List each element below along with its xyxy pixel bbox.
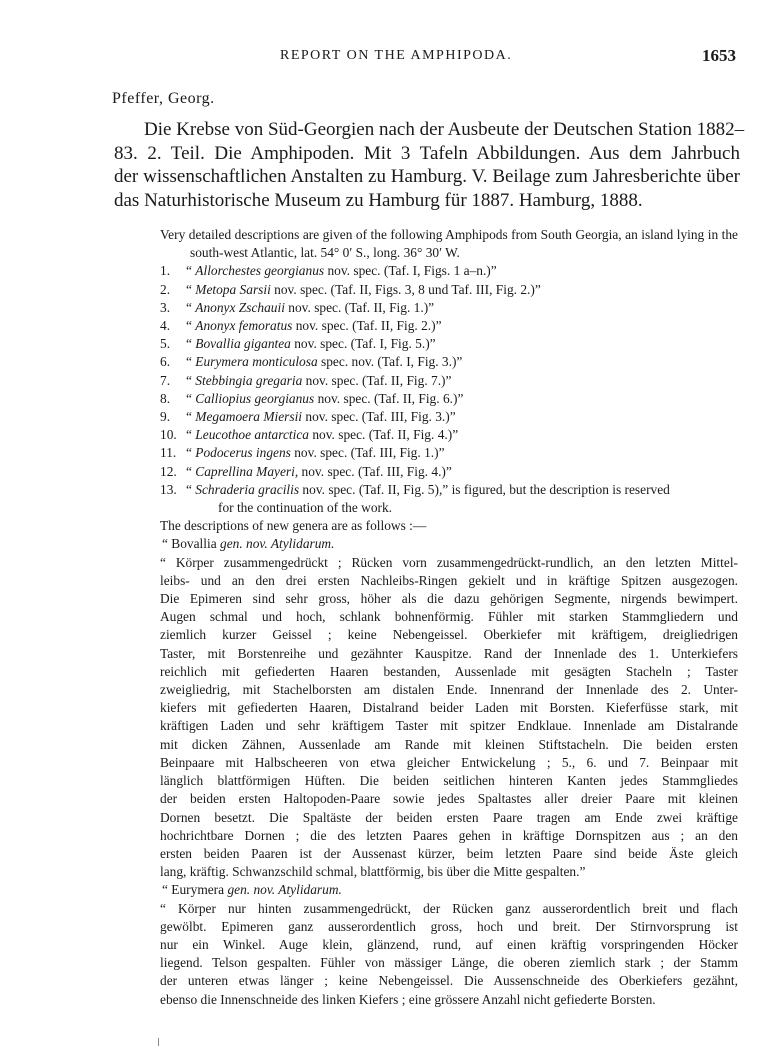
species-item: 13. “ Schraderia gracilis nov. spec. (Taf. II, Fig. 5),” is figured, but the description is reserved for the continuation of the work. <box>160 481 738 517</box>
species-item: 7. “ Stebbingia gregaria nov. spec. (Taf. II, Fig. 7.)” <box>160 372 738 390</box>
species-reference: spec. nov. (Taf. I, Fig. 3.)” <box>317 354 463 370</box>
species-number: 11. <box>160 445 177 461</box>
description-line: mit dicken Zähnen, Aussenlade am Rande mit kleinen Stiftstacheln. Die beiden ersten <box>160 736 738 752</box>
species-name: Metopa Sarsii <box>195 281 271 297</box>
description-line: länglich blattförmigen Hüften. Die beiden seitlichen hinteren Kanten jedes Stammgliedes <box>160 773 738 789</box>
bibliographic-citation <box>114 118 745 212</box>
species-reference: nov. spec. (Taf. II, Fig. 1.)” <box>284 299 435 315</box>
species-name: Anonyx Zschauii <box>195 299 285 315</box>
description-line: Beinpaare mit Halbscheeren von etwa gleicher Entwickelung ; 5., 6. und 7. Beinpaar mit <box>160 754 738 770</box>
species-name: Podocerus ingens <box>195 445 291 461</box>
species-item: 10. “ Leucothoe antarctica nov. spec. (Taf. II, Fig. 4.)” <box>160 426 738 444</box>
genus-heading-bovallia <box>160 535 738 553</box>
species-name: Leucothoe antarctica <box>195 427 309 443</box>
description-line: reichlich mit gefiederten Haaren bestanden, Aussenlade mit gesägten Stacheln ; Taster <box>160 663 738 679</box>
species-item: 6. “ Eurymera monticulosa spec. nov. (Taf. I, Fig. 3.)” <box>160 353 738 371</box>
running-head <box>0 44 776 68</box>
citation-line: Die Krebse von Süd-Georgien nach der Ausbeute der Deutschen Station 1882– <box>144 119 745 140</box>
description-line: der unteren etwas länger ; keine Nebengeissel. Die Aussenschneide des Oberkiefers gezähnt, <box>160 973 738 989</box>
species-item: 1. “ Allorchestes georgianus nov. spec. (Taf. I, Figs. 1 a–n.)” <box>160 262 738 280</box>
description-line: leibs- und an den drei ersten Nachleibs-Ringen gekielt und in kräftige Spitzen ausgezogen. <box>160 572 738 588</box>
species-number: 8. <box>160 390 171 406</box>
species-continuation: for the continuation of the work. <box>218 500 393 516</box>
species-number: 1. <box>160 263 171 279</box>
species-reference: nov. spec. (Taf. II, Fig. 5),” is figured, but the description is reserved <box>299 481 670 497</box>
citation-line: 83. 2. Teil. Die Amphipoden. Mit 3 Tafeln Abbildungen. Aus dem Jahrbuch <box>114 142 740 164</box>
species-number: 6. <box>160 354 171 370</box>
species-number: 4. <box>160 318 171 334</box>
species-number: 12. <box>160 463 177 479</box>
species-name: Bovallia gigantea <box>195 336 291 352</box>
species-name: Calliopius georgianus <box>195 390 315 406</box>
species-number: 5. <box>160 336 171 352</box>
genus-name: “ Bovallia <box>162 536 221 552</box>
species-reference: nov. spec. (Taf. I, Figs. 1 a–n.)” <box>324 263 497 279</box>
species-number: 7. <box>160 372 171 388</box>
description-line: der beiden ersten Haltopoden-Paare sowie jedes Spaltastes aller dreier Paare mit kleinen <box>160 791 738 807</box>
description-line: kiefers mit gefiederten Haaren, Distalrand beider Laden mit Borsten. Kieferfüsse stark, mit <box>160 700 738 716</box>
description-line: ziemlich kurzer Geissel ; keine Nebengeissel. Oberkiefer mit kräftigem, dreigliedrigen <box>160 627 738 643</box>
species-item: 2. “ Metopa Sarsii nov. spec. (Taf. II, Figs. 3, 8 und Taf. III, Fig. 2.)” <box>160 281 738 299</box>
species-name: Eurymera monticulosa <box>195 354 318 370</box>
intro-paragraph: Very detailed descriptions are given of the following Amphipods from South Georgia, an island lying in the south-west Atlantic, lat. 54° 0′ S., long. 36° 30′ W. <box>160 227 738 261</box>
genus-tag: gen. nov. Atylidarum. <box>227 882 342 898</box>
description-line: “ Körper nur hinten zusammengedrückt, der Rücken ganz ausserordentlich breit und flach <box>160 900 738 916</box>
species-number: 9. <box>160 409 171 425</box>
species-list <box>160 262 738 517</box>
description-line: ersten beiden Paaren ist der Aussenast kürzer, beim letzten Paare sind beide Äste gleich <box>160 845 738 861</box>
citation-line: das Naturhistorische Museum zu Hamburg für 1887. Hamburg, 1888. <box>114 189 643 211</box>
species-number: 3. <box>160 299 171 315</box>
author-name: Pfeffer, Georg. <box>112 90 215 107</box>
description-line: ebenso die Innenschneide des linken Kiefers ; eine grössere Anzahl nicht gefiederte Borsten. <box>160 991 656 1007</box>
species-number: 13. <box>160 481 177 497</box>
running-title: REPORT ON THE AMPHIPODA. <box>280 48 513 63</box>
species-number: 2. <box>160 281 171 297</box>
species-reference: , nov. spec. (Taf. III, Fig. 4.)” <box>294 463 452 479</box>
description-line: “ Körper zusammengedrückt ; Rücken vorn zusammengedrückt-rundlich, an den letzten Mittel- <box>160 554 738 570</box>
species-item: 5. “ Bovallia gigantea nov. spec. (Taf. I, Fig. 5.)” <box>160 335 738 353</box>
species-name: Anonyx femoratus <box>195 318 293 334</box>
citation-line: der wissenschaftlichen Anstalten zu Hamburg. V. Beilage zum Jahresberichte über <box>114 166 740 187</box>
genus-tag: gen. nov. Atylidarum. <box>220 536 335 552</box>
print-mark <box>158 1038 159 1046</box>
genus-name: “ Eurymera <box>162 882 228 898</box>
species-reference: nov. spec. (Taf. II, Fig. 2.)” <box>292 318 442 334</box>
page-number: 1653 <box>702 46 736 65</box>
species-name: Schraderia gracilis <box>195 481 300 497</box>
description-line: hochrichtbare Dornen ; die des letzten Paares gehen in kräftige Dornspitzen aus ; an den <box>160 827 738 843</box>
description-line: liegend. Telson gespalten. Fühler von mässiger Länge, die oberen ziemlich stark ; der Stamm <box>160 955 738 971</box>
species-number: 10. <box>160 427 177 443</box>
abstract-body <box>160 226 738 1009</box>
description-line: Taster, mit Borstenreihe und gezähnter Kauspitze. Rand der Innenlade des 1. Unterkiefers <box>160 645 738 661</box>
description-line: zweigliedrig, mit Stachelborsten am distalen Ende. Innenrand der Innenlade des 2. Unter- <box>160 682 738 698</box>
description-line: Augen schmal und hoch, schlank bohnenförmig. Fühler mit starken Stammgliedern und <box>160 609 738 625</box>
genera-intro: The descriptions of new genera are as follows :— <box>160 518 427 534</box>
species-item: 12. “ Caprellina Mayeri, nov. spec. (Taf. III, Fig. 4.)” <box>160 463 738 481</box>
species-name: Stebbingia gregaria <box>195 372 303 388</box>
species-reference: nov. spec. (Taf. III, Fig. 1.)” <box>290 445 445 461</box>
description-line: gewölbt. Epimeren ganz ausserordentlich gross, hoch und breit. Der Stirnvorsprung ist <box>160 918 738 934</box>
species-reference: nov. spec. (Taf. II, Figs. 3, 8 und Taf. III, Fig. 2.)” <box>270 281 541 297</box>
species-item: 4. “ Anonyx femoratus nov. spec. (Taf. II, Fig. 2.)” <box>160 317 738 335</box>
species-item: 11. “ Podocerus ingens nov. spec. (Taf. III, Fig. 1.)” <box>160 444 738 462</box>
species-item: 8. “ Calliopius georgianus nov. spec. (Taf. II, Fig. 6.)” <box>160 390 738 408</box>
species-name: Caprellina Mayeri <box>195 463 295 479</box>
genus-heading-eurymera <box>160 881 738 899</box>
species-name: Allorchestes georgianus <box>195 263 325 279</box>
species-name: Megamoera Miersii <box>195 409 303 425</box>
description-line: Dornen besetzt. Die Spaltäste der beiden ersten Paare tragen am Ende zwei kräftige <box>160 809 738 825</box>
species-reference: nov. spec. (Taf. II, Fig. 6.)” <box>314 390 464 406</box>
description-line: nur ein Winkel. Auge klein, glänzend, rund, auf einen kräftig vorspringenden Höcker <box>160 936 738 952</box>
description-line: Die Epimeren sind sehr gross, höher als die dazu gehörigen Segmente, nirgends bewimpert. <box>160 591 738 607</box>
description-line: lang, kräftig. Schwanzschild schmal, blattförmig, bis über die Mitte gespalten.” <box>160 864 586 880</box>
genus-description-eurymera <box>160 900 738 1009</box>
species-item: 9. “ Megamoera Miersii nov. spec. (Taf. III, Fig. 3.)” <box>160 408 738 426</box>
species-reference: nov. spec. (Taf. II, Fig. 7.)” <box>302 372 452 388</box>
species-reference: nov. spec. (Taf. I, Fig. 5.)” <box>290 336 436 352</box>
genus-description-bovallia <box>160 554 738 882</box>
description-line: kräftigen Laden und sehr kräftigem Taster mit spitzer Endklaue. Innenlade am Distalrande <box>160 718 738 734</box>
species-reference: nov. spec. (Taf. III, Fig. 3.)” <box>302 409 456 425</box>
species-item: 3. “ Anonyx Zschauii nov. spec. (Taf. II, Fig. 1.)” <box>160 299 738 317</box>
species-reference: nov. spec. (Taf. II, Fig. 4.)” <box>308 427 459 443</box>
